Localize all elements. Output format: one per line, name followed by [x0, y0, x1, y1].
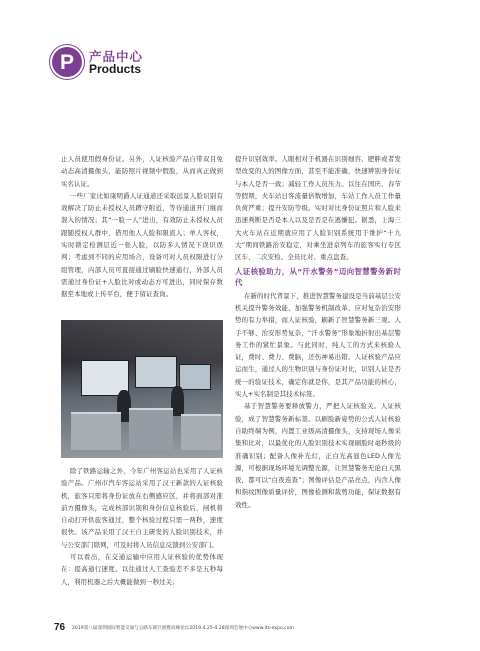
header-title-zh: 产品中心 — [89, 49, 144, 64]
page-number: 76 — [54, 622, 66, 633]
left-column-lower — [61, 465, 223, 588]
paragraph: 提升识别效率。人眼相对于机器在识别细容、肥胖或者发型改变的人的图像方面，甚至不能准确，快速辨别身份证与本人是否一致；减轻工作人员压力。以往在国庆、春节等假期，火车站日客流量倍数增加，车站工作人员工作量负荷严重；提升安防等级。实时对比身份证照片和人脸来迅速判断是否是本人以及是否是在逃嫌犯。据悉，上海三大火车站在近期就应用了人脸识别系统用于维护“十九大”期间铁路治安稳定，对乘坐进京列车的旅客实行专区区车、二次安检、全员比对、重点盘查。 — [235, 155, 401, 262]
paragraph: 可以看出，在交通运输中应用人证核验的优势体现在：提高通行速度。以往通过人工查验差不多是五秒每人，利用机器之后大概能做到一秒过关； — [61, 553, 223, 586]
gate-shape — [129, 408, 173, 450]
section-header — [52, 47, 252, 79]
page-footer — [54, 622, 434, 636]
paragraph: 除了铁路运输之外，今年广州客运站也采用了人证核验产品。广州市汽车客运站采用了汉王新款的人证核验机，旅客只需将身份证放在右侧感应区，并将面部对准前方摄像头，完成核部识别和身份信息核验后，闸机将自动打开供旅客通过，整个核验过程只需一两秒，速度很快。该产品采用了汉王自主研发的人脸识别技术，并与公安部门联网，可及时将人员信息反馈到公安部门。 — [61, 467, 223, 549]
gate-shape — [71, 412, 121, 450]
screen-shape — [179, 364, 211, 390]
paragraph: 基于智慧警务要释放警力，严把人证核验关。人证核验，成了智慧警务新标签。以刷脸新姿势的公式人证核验自助终端为例，内置工业级高清摄像头，支持现场人像采集和比对，以最优化的人脸识别技术实现刷脸时毫秒级的准确识别；配备人像补光灯，正白光高显色LED人像光源，可根据现场环境光调整光源，让智慧警务无论白天黑夜，都可以“白夜连查”；图像评估是产品亮点，内含人像和指纹图像质量评价，图像检测和裁剪功能，保证数据有效性。 — [235, 402, 401, 509]
section-subtitle: 人证核验助力，从“汗水警务”迈向智慧警务新时代 — [235, 266, 401, 287]
face-verification-gate-photo — [61, 320, 223, 458]
paragraph: 止人员使用假身份证。另外，人证核验产品自带双目免动态高清摄像头，能防照片视频中假脸，从而真正做到实名认证。 — [61, 155, 223, 188]
paragraph: 一些厂家比如康明爵人证通道还采取远景人脸识别有效解决了防止未授权人员蹲守附近，等待通道开门继而混入的情况；其“一脸一人”进出，有效防止未授权人员跟随授权人群中，借用他人人脸和限流人；单人客权，实时锁定检测层近一张人脸，以防多人情况下误识误判；考虑到不同的应用场合，设备可对人员权限进行分组管理，内部人员可直接通过刷脸快速通行，外部人员需通过身份证+人脸比对或动态方可进出，同时保存数据至本地或上传平台，便于留证查询。 — [61, 191, 223, 299]
header-title-en: Products — [89, 62, 142, 76]
screen-shape — [135, 356, 177, 388]
paragraph: 在新的时代背景下，推进智慧警务建设是当前基层公安机关提升警务效能、加强警务机制改革、应对复杂治安形势的有力举措，而人证核验，刷新了智慧警务新三观。人手不够、治安形势复杂，“汗水警务”形象地折射出基层警务工作的紧忙景象。与此同时，纯人工的方式来核验人证，费时、费力、费脑，还伤神易出错。人证核验产品应运而生，通过人的生物识别与身份证对比，识别人证是否统一的验证技术，确定你就是你，是其产品功能的核心，实人+实名制是其技术标签。 — [235, 291, 401, 399]
gate-shape — [181, 414, 221, 450]
logo-letter: P — [59, 50, 74, 74]
products-logo-icon — [52, 47, 82, 77]
footer-text: 2019第八届深圳国际智能交通与公路车联巨展暨高峰论坛2019.4.25-4.28深圳会展中心www.its-expo.com — [72, 626, 294, 631]
left-column — [61, 153, 223, 301]
right-column — [235, 153, 401, 511]
